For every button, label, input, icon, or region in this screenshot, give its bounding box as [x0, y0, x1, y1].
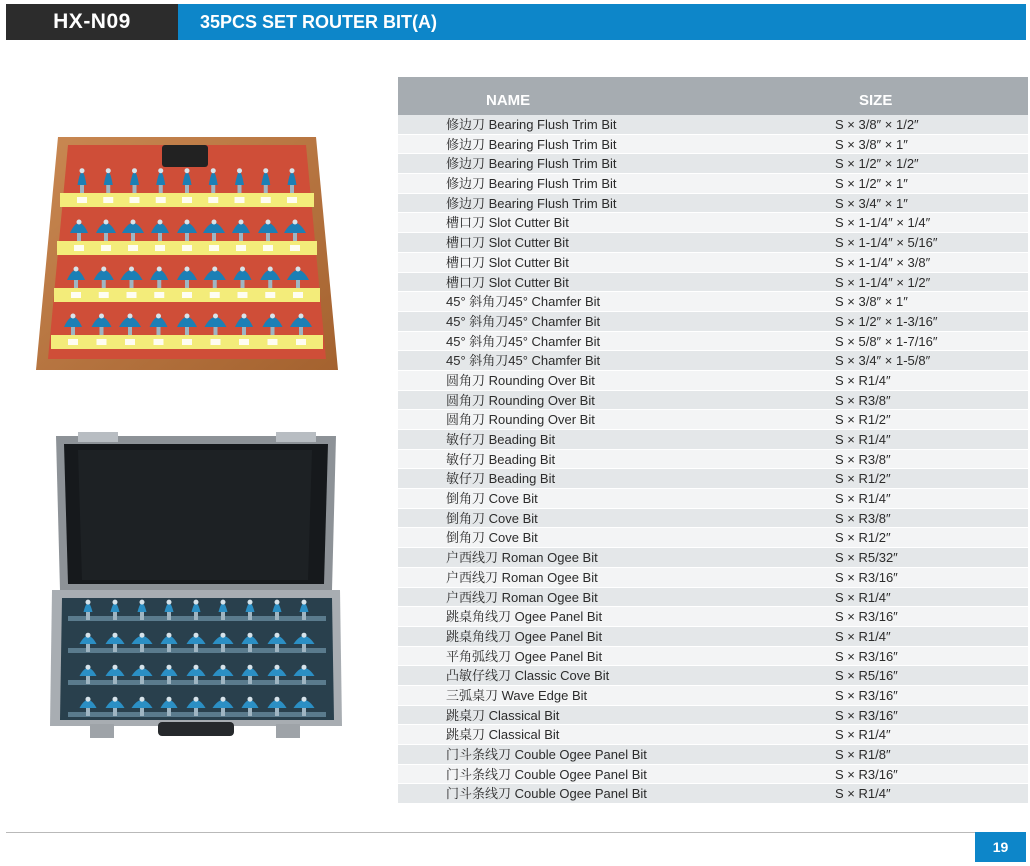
wooden-case-photo — [36, 137, 338, 370]
bit-name: 倒角刀 Cove Bit — [446, 491, 538, 507]
bit-size: S × R3/16″ — [835, 766, 898, 782]
table-row — [398, 568, 1028, 588]
column-header-size: SIZE — [859, 92, 893, 109]
bit-size: S × 3/4″ × 1-5/8″ — [835, 353, 931, 369]
table-row — [398, 371, 1028, 391]
table-header — [398, 77, 1028, 115]
table-row — [398, 607, 1028, 627]
bit-name: 修边刀 Bearing Flush Trim Bit — [446, 195, 617, 211]
table-row — [398, 410, 1028, 430]
bit-size: S × R1/2″ — [835, 530, 891, 546]
bit-size: S × R3/16″ — [835, 569, 898, 585]
bit-name: 门斗条线刀 Couble Ogee Panel Bit — [446, 766, 647, 782]
table-row — [398, 135, 1028, 155]
table-row — [398, 154, 1028, 174]
bit-name: 修边刀 Bearing Flush Trim Bit — [446, 136, 617, 152]
bit-name: 户西线刀 Roman Ogee Bit — [446, 550, 598, 566]
table-row — [398, 115, 1028, 135]
bit-name: 跳桌角线刀 Ogee Panel Bit — [446, 628, 603, 644]
table-row — [398, 784, 1028, 804]
bit-name: 45° 斜角刀45° Chamfer Bit — [446, 353, 601, 369]
bit-size: S × 3/8″ × 1″ — [835, 294, 908, 310]
bit-size: S × 1-1/4″ × 3/8″ — [835, 254, 931, 270]
bit-size: S × R5/16″ — [835, 668, 898, 684]
bit-name: 平角弧线刀 Ogee Panel Bit — [446, 648, 603, 664]
bit-name: 跳桌刀 Classical Bit — [446, 707, 560, 723]
aluminum-case-photo — [50, 430, 342, 744]
table-row — [398, 725, 1028, 745]
table-row — [398, 450, 1028, 470]
table-row — [398, 509, 1028, 529]
bit-size: S × R1/4″ — [835, 628, 891, 644]
table-row — [398, 765, 1028, 785]
bit-size: S × 1/2″ × 1-3/16″ — [835, 313, 938, 329]
bit-size: S × 3/8″ × 1″ — [835, 136, 908, 152]
bit-size: S × R1/2″ — [835, 471, 891, 487]
bit-size: S × 5/8″ × 1-7/16″ — [835, 333, 938, 349]
table-row — [398, 647, 1028, 667]
bit-name: 槽口刀 Slot Cutter Bit — [446, 235, 569, 251]
table-row — [398, 391, 1028, 411]
table-row — [398, 588, 1028, 608]
table-row — [398, 686, 1028, 706]
bit-name: 敏仔刀 Beading Bit — [446, 451, 556, 467]
bit-name: 圆角刀 Rounding Over Bit — [446, 412, 595, 428]
table-row — [398, 528, 1028, 548]
bit-name: 门斗条线刀 Couble Ogee Panel Bit — [446, 747, 647, 762]
footer-divider — [6, 832, 1026, 833]
table-row — [398, 332, 1028, 352]
bit-size: S × R5/32″ — [835, 550, 898, 566]
bit-size: S × R3/8″ — [835, 451, 891, 467]
table-body — [398, 115, 1028, 804]
bit-size: S × R1/4″ — [835, 372, 891, 388]
bit-name: 敏仔刀 Beading Bit — [446, 432, 556, 447]
bit-name: 凸敏仔线刀 Classic Cove Bit — [446, 668, 610, 684]
bit-size: S × 1-1/4″ × 5/16″ — [835, 235, 938, 251]
table-row — [398, 194, 1028, 214]
bit-name: 倒角刀 Cove Bit — [446, 510, 538, 526]
table-row — [398, 174, 1028, 194]
table-row — [398, 745, 1028, 765]
bit-size: S × R3/16″ — [835, 707, 898, 723]
bit-name: 圆角刀 Rounding Over Bit — [446, 372, 595, 388]
bit-name: 户西线刀 Roman Ogee Bit — [446, 569, 598, 585]
bit-size: S × R3/8″ — [835, 510, 891, 526]
table-row — [398, 292, 1028, 312]
bit-size: S × 1/2″ × 1/2″ — [835, 156, 919, 172]
specs-table — [398, 77, 1028, 804]
bit-size: S × R1/4″ — [835, 727, 891, 743]
bit-size: S × R1/8″ — [835, 747, 891, 762]
table-row — [398, 627, 1028, 647]
bit-name: 修边刀 Bearing Flush Trim Bit — [446, 156, 617, 172]
bit-name: 跳桌角线刀 Ogee Panel Bit — [446, 609, 603, 625]
table-row — [398, 312, 1028, 332]
bit-name: 圆角刀 Rounding Over Bit — [446, 392, 595, 408]
bit-name: 45° 斜角刀45° Chamfer Bit — [446, 333, 601, 349]
bit-size: S × R3/16″ — [835, 609, 898, 625]
table-row — [398, 489, 1028, 509]
bit-size: S × R3/16″ — [835, 648, 898, 664]
bit-size: S × R1/4″ — [835, 786, 891, 802]
bit-size: S × R1/4″ — [835, 589, 891, 605]
page-number: 19 — [975, 832, 1026, 862]
table-row — [398, 351, 1028, 371]
table-row — [398, 706, 1028, 726]
bit-size: S × 3/4″ × 1″ — [835, 195, 908, 211]
bit-name: 户西线刀 Roman Ogee Bit — [446, 589, 598, 605]
bit-name: 跳桌刀 Classical Bit — [446, 727, 560, 743]
bit-size: S × R3/16″ — [835, 687, 898, 703]
bit-size: S × R1/4″ — [835, 491, 891, 507]
bit-size: S × R3/8″ — [835, 392, 891, 408]
bit-size: S × R1/2″ — [835, 412, 891, 428]
table-row — [398, 273, 1028, 293]
bit-size: S × R1/4″ — [835, 432, 891, 447]
bit-name: 45° 斜角刀45° Chamfer Bit — [446, 313, 601, 329]
table-row — [398, 233, 1028, 253]
page-title: 35PCS SET ROUTER BIT(A) — [178, 4, 1026, 40]
table-row — [398, 430, 1028, 450]
table-row — [398, 666, 1028, 686]
bit-name: 修边刀 Bearing Flush Trim Bit — [446, 176, 617, 192]
bit-name: 槽口刀 Slot Cutter Bit — [446, 274, 569, 290]
bit-name: 门斗条线刀 Couble Ogee Panel Bit — [446, 786, 647, 802]
bit-name: 槽口刀 Slot Cutter Bit — [446, 254, 569, 270]
bit-name: 倒角刀 Cove Bit — [446, 530, 538, 546]
bit-name: 45° 斜角刀45° Chamfer Bit — [446, 294, 601, 310]
table-row — [398, 213, 1028, 233]
table-row — [398, 548, 1028, 568]
bit-name: 敏仔刀 Beading Bit — [446, 471, 556, 487]
bit-size: S × 1/2″ × 1″ — [835, 176, 908, 192]
bit-name: 三弧桌刀 Wave Edge Bit — [446, 687, 588, 703]
bit-size: S × 3/8″ × 1/2″ — [835, 117, 919, 132]
table-row — [398, 469, 1028, 489]
column-header-name: NAME — [486, 92, 531, 109]
bit-name: 修边刀 Bearing Flush Trim Bit — [446, 117, 617, 132]
bit-size: S × 1-1/4″ × 1/4″ — [835, 215, 931, 231]
bit-size: S × 1-1/4″ × 1/2″ — [835, 274, 931, 290]
table-row — [398, 253, 1028, 273]
bit-name: 槽口刀 Slot Cutter Bit — [446, 215, 569, 231]
product-code: HX-N09 — [6, 4, 178, 40]
